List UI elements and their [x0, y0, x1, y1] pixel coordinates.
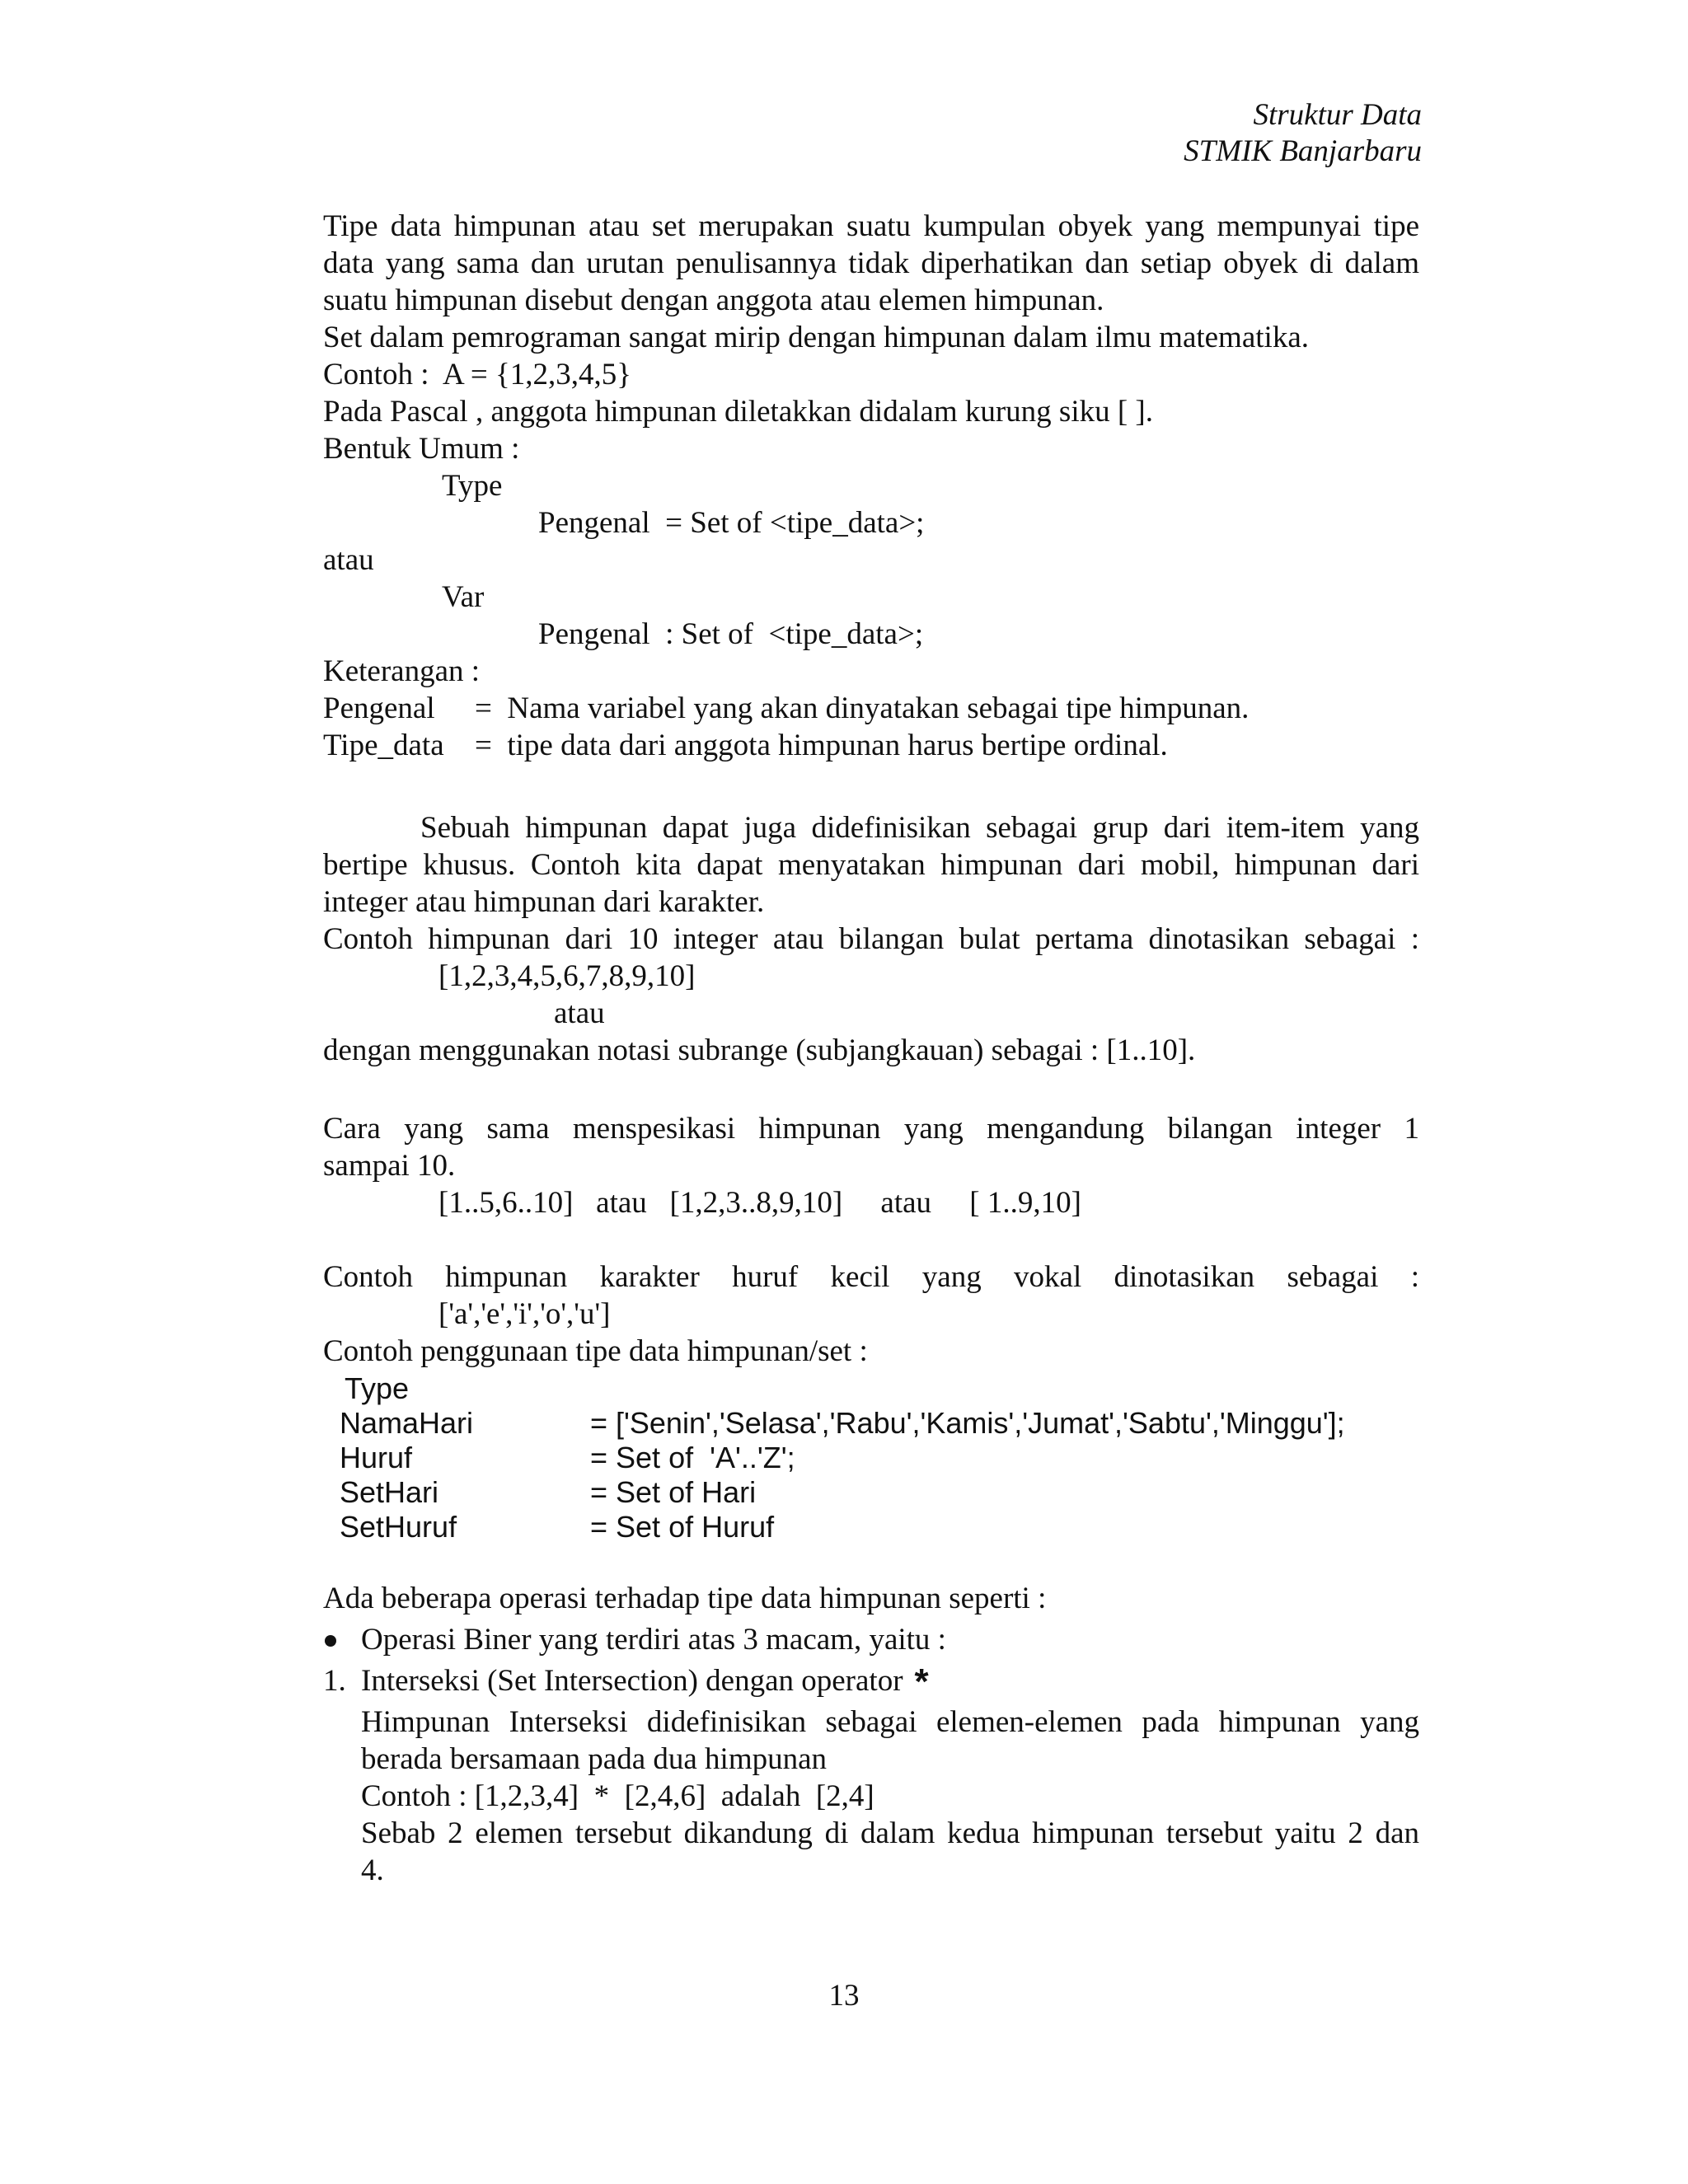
list-number-1: 1.: [323, 1664, 346, 1698]
var-declaration: Pengenal : Set of <tipe_data>;: [538, 617, 924, 651]
section2-line-1: Sebuah himpunan dapat juga didefinisikan sebagai grup dari item-item yang: [420, 811, 1419, 845]
code-value-sethuruf: = Set of Huruf: [590, 1510, 775, 1544]
general-form-label: Bentuk Umum :: [323, 432, 520, 466]
running-header-institution: STMIK Banjarbaru: [1184, 134, 1422, 168]
section2-line-3: integer atau himpunan dari karakter.: [323, 885, 765, 919]
intro-set-definition: Set dalam pemrograman sangat mirip dengan himpunan dalam ilmu matematika.: [323, 321, 1309, 354]
intersection-reason-line-2: 4.: [361, 1854, 384, 1887]
code-name-huruf: Huruf: [340, 1441, 413, 1474]
section3-examples: [1..5,6..10] atau [1,2,3..8,9,10] atau [ 1..9,10]: [438, 1186, 1081, 1220]
intersection-reason-line-1: Sebab 2 elemen tersebut dikandung di dalam kedua himpunan tersebut yaitu 2 dan: [361, 1816, 1419, 1850]
code-value-sethari: = Set of Hari: [590, 1475, 757, 1509]
section2-line-2: bertipe khusus. Contoh kita dapat menyatakan himpunan dari mobil, himpunan dari: [323, 848, 1419, 882]
intersection-title: Interseksi (Set Intersection) dengan operator: [361, 1664, 903, 1698]
intersection-def-line-2: berada bersamaan pada dua himpunan: [361, 1742, 828, 1776]
intro-line-2: data yang sama dan urutan penulisannya tidak diperhatikan dan setiap obyek di dalam: [323, 246, 1419, 280]
operations-intro: Ada beberapa operasi terhadap tipe data himpunan seperti :: [323, 1582, 1047, 1615]
code-type-keyword: Type: [345, 1371, 410, 1405]
section4-line-1: Contoh himpunan karakter huruf kecil yang vokal dinotasikan sebagai :: [323, 1260, 1419, 1294]
var-keyword: Var: [442, 580, 485, 614]
intro-pascal-note: Pada Pascal , anggota himpunan diletakkan didalam kurung siku [ ].: [323, 395, 1153, 429]
type-declaration: Pengenal = Set of <tipe_data>;: [538, 506, 925, 540]
bullet-icon: [325, 1635, 336, 1647]
code-name-sethuruf: SetHuruf: [340, 1510, 457, 1544]
atau-separator: atau: [323, 543, 374, 577]
type-keyword: Type: [442, 469, 503, 503]
intro-example: Contoh : A = {1,2,3,4,5}: [323, 358, 632, 391]
keterangan-term-tipe-data: Tipe_data: [323, 729, 444, 762]
code-name-sethari: SetHari: [340, 1475, 439, 1509]
vowel-set: ['a','e','i','o','u']: [438, 1297, 611, 1331]
intersection-example: Contoh : [1,2,3,4] * [2,4,6] adalah [2,4]: [361, 1779, 874, 1813]
intersection-def-line-1: Himpunan Interseksi didefinisikan sebagai elemen-elemen pada himpunan yang: [361, 1705, 1419, 1739]
keterangan-desc-pengenal: = Nama variabel yang akan dinyatakan sebagai tipe himpunan.: [475, 691, 1250, 725]
section3-line-2: sampai 10.: [323, 1149, 456, 1183]
code-value-huruf: = Set of 'A'..'Z';: [590, 1441, 795, 1474]
intro-line-1: Tipe data himpunan atau set merupakan suatu kumpulan obyek yang mempunyai tipe: [323, 209, 1419, 243]
bullet-binary-ops: Operasi Biner yang terdiri atas 3 macam, yaitu :: [361, 1623, 946, 1657]
example-set-list: [1,2,3,4,5,6,7,8,9,10]: [438, 959, 696, 993]
usage-example-label: Contoh penggunaan tipe data himpunan/set :: [323, 1334, 868, 1368]
section3-line-1: Cara yang sama menspesikasi himpunan yang mengandung bilangan integer 1: [323, 1112, 1419, 1146]
intersection-heading: [361, 1663, 929, 1700]
running-header-title: Struktur Data: [1253, 98, 1422, 132]
subrange-notation: dengan menggunakan notasi subrange (subjangkauan) sebagai : [1..10].: [323, 1033, 1196, 1067]
page-number: 13: [828, 1979, 860, 2013]
atau-separator-2: atau: [554, 996, 605, 1030]
section2-line-4: Contoh himpunan dari 10 integer atau bilangan bulat pertama dinotasikan sebagai :: [323, 922, 1419, 956]
intro-line-3: suatu himpunan disebut dengan anggota atau elemen himpunan.: [323, 284, 1104, 317]
keterangan-term-pengenal: Pengenal: [323, 691, 435, 725]
asterisk-operator: *: [914, 1661, 929, 1702]
keterangan-label: Keterangan :: [323, 654, 481, 688]
code-name-namahari: NamaHari: [340, 1406, 474, 1440]
code-value-namahari: = ['Senin','Selasa','Rabu','Kamis','Jumat','Sabtu','Minggu'];: [590, 1406, 1345, 1440]
keterangan-desc-tipe-data: = tipe data dari anggota himpunan harus bertipe ordinal.: [475, 729, 1168, 762]
